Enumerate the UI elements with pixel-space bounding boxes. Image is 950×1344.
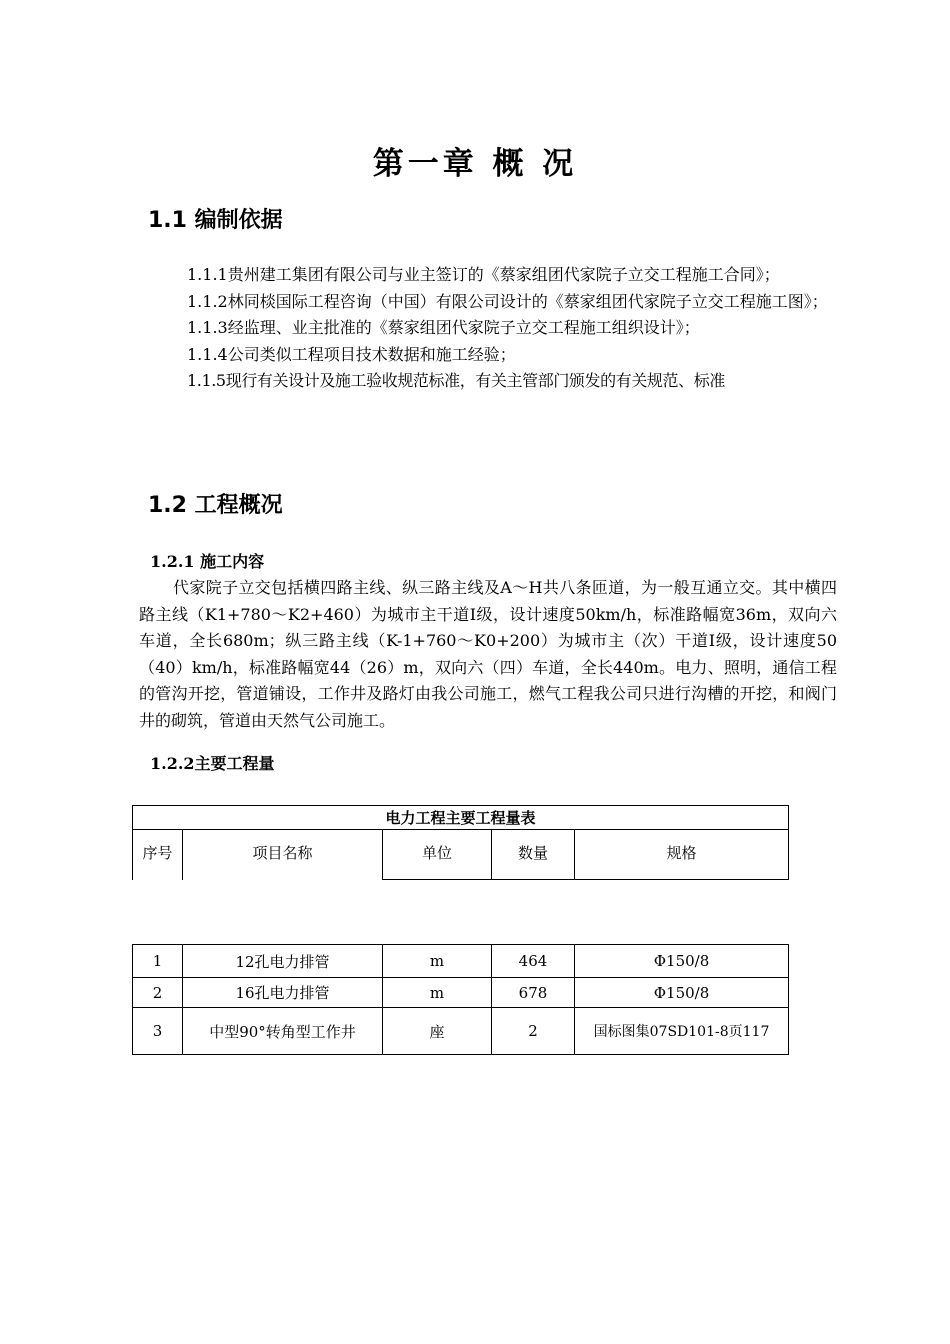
- table-cell: 中型90°转角型工作井: [183, 1008, 383, 1055]
- item-number: 1.1.2: [187, 291, 228, 311]
- item-1-1-4: [139, 342, 837, 369]
- table-cell: 2: [133, 978, 183, 1008]
- table-caption: 电力工程主要工程量表: [133, 806, 789, 830]
- table-row: [133, 945, 789, 978]
- table-cell: Φ150/8: [575, 945, 789, 978]
- item-number: 1.1.1: [187, 265, 228, 284]
- table-cell: Φ150/8: [575, 978, 789, 1008]
- table-cell: 2: [492, 1008, 575, 1055]
- chapter-title: 第一章 概 况: [372, 146, 578, 182]
- table-cell: m: [383, 978, 492, 1008]
- item-number: 1.1.5: [187, 371, 226, 390]
- item-1-1-2: [139, 289, 837, 316]
- section-heading-1-1: 1.1 编制依据: [148, 208, 283, 233]
- construction-content-paragraph: 代家院子立交包括横四路主线、纵三路主线及A～H共八条匝道，为一般互通立交。其中横四路主线（K1+780～K2+460）为城市主干道Ⅰ级，设计速度50km/h，标准路幅宽36m，双向六车道，全长680m；纵三路主线（K-1+760～K0+200）为城市主（次）干道Ⅰ级，设计速度50（40）km/h，标准路幅宽44（26）m，双向六（四）车道，全长440m。电力、照明，通信工程的管沟开挖，管道铺设，工作井及路灯由我公司施工，燃气工程我公司只进行沟槽的开挖，和阀门井的砌筑，管道由天然气公司施工。: [139, 578, 837, 730]
- item-1-1-3: [139, 315, 837, 342]
- item-1-1-5: [139, 368, 837, 395]
- subsection-heading-1-2-2: 1.2.2主要工程量: [150, 754, 275, 773]
- quantity-table-header: [132, 805, 789, 880]
- item-text: 经监理、业主批准的《蔡家组团代家院子立交工程施工组织设计》；: [227, 318, 700, 337]
- table-header-cell: 单位: [383, 830, 492, 880]
- table-cell: 16孔电力排管: [183, 978, 383, 1008]
- section-heading-1-2: 1.2 工程概况: [148, 493, 283, 518]
- item-number: 1.1.3: [187, 318, 228, 337]
- subsection-heading-1-2-1: 1.2.1 施工内容: [150, 552, 265, 571]
- table-header-cell: 数量: [492, 830, 575, 880]
- table-row: [133, 978, 789, 1008]
- table-cell: 12孔电力排管: [183, 945, 383, 978]
- table-cell: 3: [133, 1008, 183, 1055]
- table-cell: 座: [383, 1008, 492, 1055]
- table-cell: 464: [492, 945, 575, 978]
- table-cell: m: [383, 945, 492, 978]
- item-number: 1.1.4: [187, 344, 228, 364]
- item-1-1-1: [139, 262, 837, 289]
- item-text: 林同棪国际工程咨询（中国）有限公司设计的《蔡家组团代家院子立交工程施工图》；: [227, 291, 828, 311]
- table-header-cell: 规格: [575, 830, 789, 880]
- item-text: 贵州建工集团有限公司与业主签订的《蔡家组团代家院子立交工程施工合同》；: [227, 265, 780, 284]
- table-cell: 国标图集07SD101-8页117: [575, 1008, 789, 1055]
- table-header-cell: 序号: [133, 830, 183, 880]
- quantity-table-body: [132, 944, 789, 1055]
- table-cell: 1: [133, 945, 183, 978]
- item-text: 现行有关设计及施工验收规范标准，有关主管部门颁发的有关规范、标准: [225, 371, 725, 390]
- table-cell: 678: [492, 978, 575, 1008]
- table-row: [133, 1008, 789, 1055]
- item-text: 公司类似工程项目技术数据和施工经验；: [227, 344, 516, 364]
- table-header-cell: 项目名称: [183, 830, 383, 880]
- section-1-1-items: [139, 262, 837, 395]
